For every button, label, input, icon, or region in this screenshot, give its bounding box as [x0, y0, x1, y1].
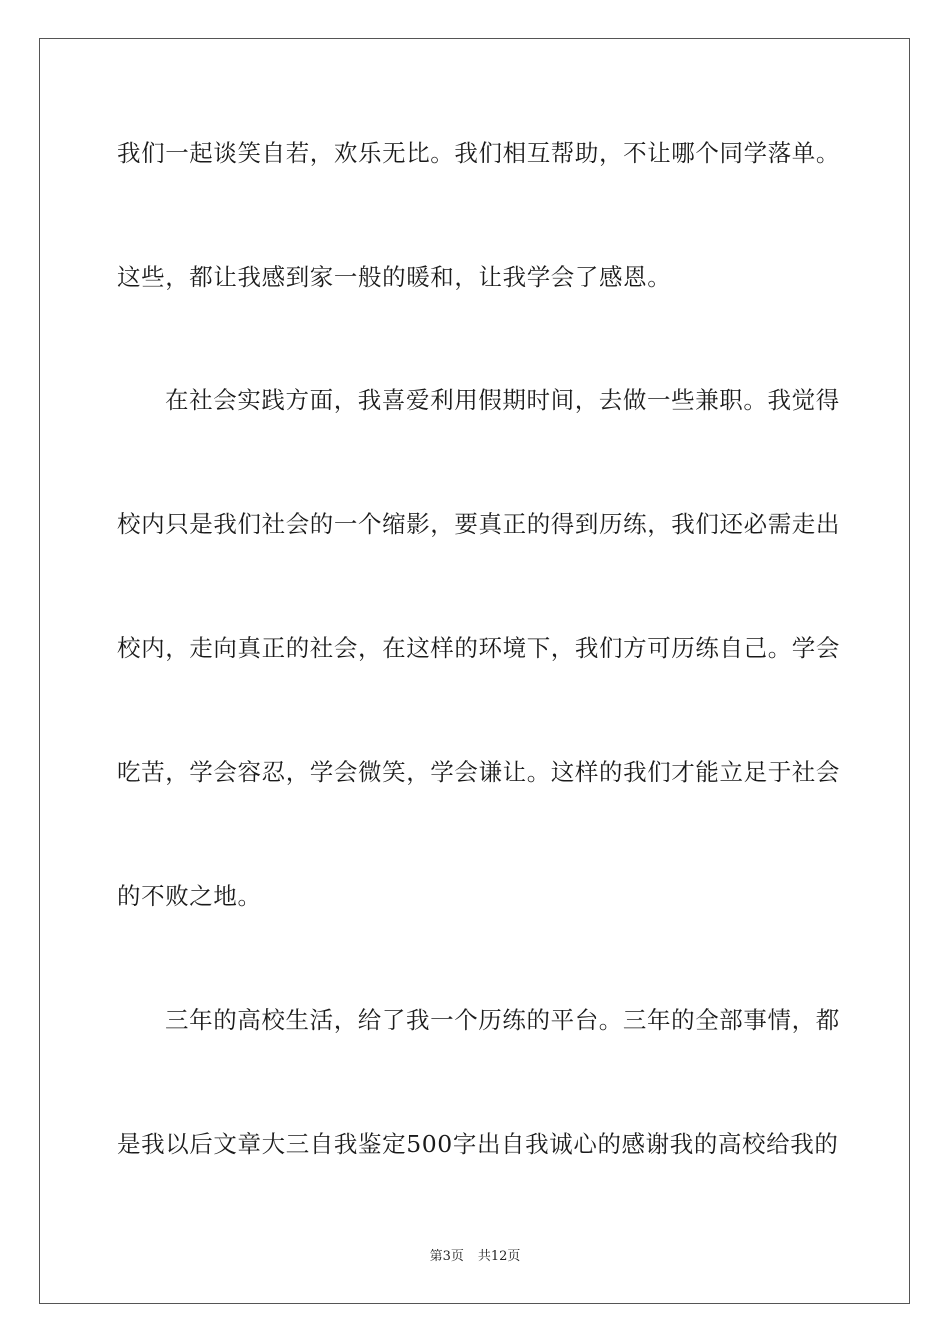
body-line-1: 我们一起谈笑自若，欢乐无比。我们相互帮助，不让哪个同学落单。 — [117, 139, 840, 167]
page-number: 第3页 — [429, 1249, 464, 1264]
body-line-4: 校内只是我们社会的一个缩影，要真正的得到历练，我们还必需走出 — [117, 510, 840, 538]
page-frame — [39, 38, 910, 1304]
body-line-7: 的不败之地。 — [117, 882, 262, 910]
page-footer — [0, 1248, 950, 1266]
body-line-5: 校内，走向真正的社会，在这样的环境下，我们方可历练自己。学会 — [117, 634, 840, 662]
body-line-6: 吃苦，学会容忍，学会微笑，学会谦让。这样的我们才能立足于社会 — [117, 758, 840, 786]
body-line-9: 是我以后文章大三自我鉴定500字出自我诚心的感谢我的高校给我的 — [117, 1130, 839, 1158]
page-total: 共12页 — [477, 1249, 521, 1264]
paragraph-start-line: 三年的高校生活，给了我一个历练的平台。三年的全部事情，都 — [165, 1006, 840, 1034]
paragraph-start-line: 在社会实践方面，我喜爱利用假期时间，去做一些兼职。我觉得 — [165, 386, 840, 414]
body-line-2: 这些，都让我感到家一般的暖和，让我学会了感恩。 — [117, 263, 672, 291]
